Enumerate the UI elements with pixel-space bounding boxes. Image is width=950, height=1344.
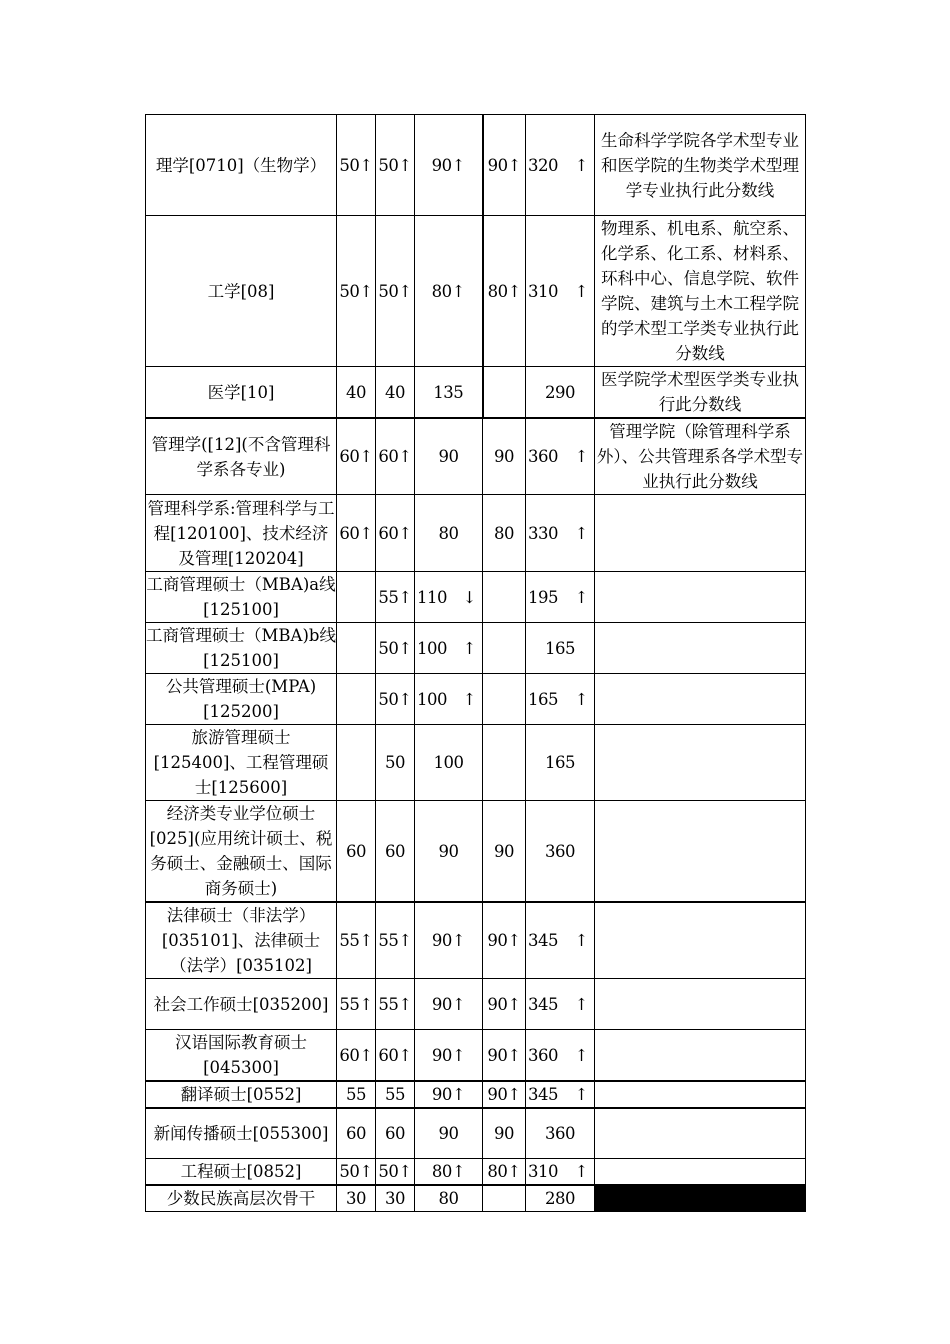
discipline-cell: 少数民族高层次骨干: [146, 1185, 337, 1212]
note-cell: 物理系、机电系、航空系、化学系、化工系、材料系、环科中心、信息学院、软件学院、建筑与土木工程学院的学术型工学类专业执行此分数线: [595, 216, 806, 367]
note-cell: 生命科学学院各学术型专业和医学院的生物类学术型理学专业执行此分数线: [595, 115, 806, 216]
score-foreign-language: 50: [376, 725, 415, 801]
score-subject-2: 80↑: [483, 216, 526, 367]
score-politics: [337, 623, 376, 674]
up-arrow-icon: ↑: [574, 281, 588, 301]
table-row: [146, 572, 806, 623]
score-subject-1: 90↑: [415, 902, 483, 979]
score-total: 345 ↑: [526, 979, 595, 1030]
score-subject-2: 90: [483, 1108, 526, 1158]
up-arrow-icon: ↑: [574, 994, 588, 1014]
table-row: [146, 902, 806, 979]
note-cell: [595, 1108, 806, 1158]
score-politics: 60↑: [337, 1030, 376, 1082]
score-total: 310 ↑: [526, 216, 595, 367]
score-total: 280: [526, 1185, 595, 1212]
table-row: [146, 1185, 806, 1212]
score-foreign-language: 50↑: [376, 216, 415, 367]
discipline-cell: 新闻传播硕士[055300]: [146, 1108, 337, 1158]
score-subject-1: 90↑: [415, 1030, 483, 1082]
score-subject-2: 90↑: [483, 115, 526, 216]
score-subject-2: [483, 572, 526, 623]
discipline-cell: 经济类专业学位硕士[025](应用统计硕士、税务硕士、金融硕士、国际商务硕士): [146, 801, 337, 903]
score-foreign-language: 50↑: [376, 674, 415, 725]
note-cell: [595, 623, 806, 674]
score-politics: 55: [337, 1081, 376, 1108]
score-foreign-language: 50↑: [376, 115, 415, 216]
score-subject-1: 80: [415, 1185, 483, 1212]
discipline-cell: 工学[08]: [146, 216, 337, 367]
score-subject-1: 90↑: [415, 1081, 483, 1108]
discipline-cell: 汉语国际教育硕士[045300]: [146, 1030, 337, 1082]
score-total: 320 ↑: [526, 115, 595, 216]
table-row: [146, 367, 806, 419]
score-politics: 50↑: [337, 115, 376, 216]
score-total: 165: [526, 623, 595, 674]
discipline-cell: 工商管理硕士（MBA)a线[125100]: [146, 572, 337, 623]
score-subject-2: 80: [483, 495, 526, 572]
score-foreign-language: 30: [376, 1185, 415, 1212]
score-total: 360: [526, 801, 595, 903]
note-cell: [595, 902, 806, 979]
score-subject-2: 90↑: [483, 902, 526, 979]
score-total: 165: [526, 725, 595, 801]
score-subject-1: 90↑: [415, 979, 483, 1030]
table-row: [146, 979, 806, 1030]
score-foreign-language: 60↑: [376, 495, 415, 572]
discipline-cell: 医学[10]: [146, 367, 337, 419]
score-foreign-language: 50↑: [376, 1158, 415, 1185]
score-total: 290: [526, 367, 595, 419]
discipline-cell: 理学[0710]（生物学）: [146, 115, 337, 216]
up-arrow-icon: ↑: [574, 447, 588, 466]
discipline-cell: 公共管理硕士(MPA)[125200]: [146, 674, 337, 725]
discipline-cell: 管理科学系:管理科学与工程[120100]、技术经济及管理[120204]: [146, 495, 337, 572]
score-politics: [337, 572, 376, 623]
up-arrow-icon: ↑: [574, 1085, 588, 1104]
score-subject-1: 100: [415, 725, 483, 801]
up-arrow-icon: ↑: [574, 1161, 588, 1181]
score-total: 310 ↑: [526, 1158, 595, 1185]
score-total: 330 ↑: [526, 495, 595, 572]
discipline-cell: 旅游管理硕士[125400]、工程管理硕士[125600]: [146, 725, 337, 801]
score-subject-1: 90↑: [415, 115, 483, 216]
table-row: [146, 418, 806, 495]
score-subject-1: 80↑: [415, 216, 483, 367]
up-arrow-icon: ↑: [462, 689, 476, 709]
discipline-cell: 工程硕士[0852]: [146, 1158, 337, 1185]
score-foreign-language: 55↑: [376, 572, 415, 623]
score-subject-1: 90: [415, 801, 483, 903]
up-arrow-icon: ↑: [574, 931, 588, 950]
discipline-cell: 工商管理硕士（MBA)b线[125100]: [146, 623, 337, 674]
up-arrow-icon: ↑: [574, 587, 588, 607]
score-subject-1: 80: [415, 495, 483, 572]
discipline-cell: 法律硕士（非法学）[035101]、法律硕士（法学）[035102]: [146, 902, 337, 979]
score-politics: 30: [337, 1185, 376, 1212]
score-foreign-language: 55↑: [376, 979, 415, 1030]
score-subject-2: [483, 725, 526, 801]
score-total: 360 ↑: [526, 1030, 595, 1082]
score-foreign-language: 55: [376, 1081, 415, 1108]
score-subject-2: 90↑: [483, 1081, 526, 1108]
table-row: [146, 1030, 806, 1082]
discipline-cell: 翻译硕士[0552]: [146, 1081, 337, 1108]
score-subject-2: [483, 1185, 526, 1212]
note-cell: [595, 1081, 806, 1108]
score-politics: 60↑: [337, 495, 376, 572]
note-cell: [595, 495, 806, 572]
score-foreign-language: 40: [376, 367, 415, 419]
score-foreign-language: 60↑: [376, 418, 415, 495]
score-subject-2: 90↑: [483, 1030, 526, 1082]
score-politics: 40: [337, 367, 376, 419]
score-politics: 60: [337, 1108, 376, 1158]
score-subject-2: 90: [483, 418, 526, 495]
note-cell: [595, 801, 806, 903]
note-cell: 管理学院（除管理科学系外）、公共管理系各学术型专业执行此分数线: [595, 418, 806, 495]
score-table: [145, 114, 806, 1212]
note-cell: [595, 1030, 806, 1082]
score-politics: 55↑: [337, 979, 376, 1030]
discipline-cell: 管理学([12](不含管理科学系各专业): [146, 418, 337, 495]
score-subject-2: [483, 674, 526, 725]
score-total: 165 ↑: [526, 674, 595, 725]
note-cell: [595, 979, 806, 1030]
score-total: 360 ↑: [526, 418, 595, 495]
score-politics: [337, 674, 376, 725]
discipline-cell: 社会工作硕士[035200]: [146, 979, 337, 1030]
score-politics: 50↑: [337, 1158, 376, 1185]
table-row: [146, 115, 806, 216]
up-arrow-icon: ↑: [462, 638, 476, 658]
score-subject-2: 90↑: [483, 979, 526, 1030]
score-subject-2: [483, 623, 526, 674]
score-subject-1: 110 ↓: [415, 572, 483, 623]
redacted-cell: [595, 1185, 806, 1212]
score-politics: 60: [337, 801, 376, 903]
table-row: [146, 725, 806, 801]
table-row: [146, 801, 806, 903]
table-row: [146, 674, 806, 725]
table-row: [146, 623, 806, 674]
score-foreign-language: 60: [376, 801, 415, 903]
score-politics: [337, 725, 376, 801]
score-total: 195 ↑: [526, 572, 595, 623]
score-subject-1: 100 ↑: [415, 623, 483, 674]
table-row: [146, 1081, 806, 1108]
note-cell: [595, 674, 806, 725]
score-foreign-language: 50↑: [376, 623, 415, 674]
note-cell: 医学院学术型医学类专业执行此分数线: [595, 367, 806, 419]
note-cell: [595, 725, 806, 801]
table-row: [146, 495, 806, 572]
note-cell: [595, 572, 806, 623]
table-row: [146, 1108, 806, 1158]
score-subject-2: 80↑: [483, 1158, 526, 1185]
score-subject-1: 90: [415, 1108, 483, 1158]
score-subject-2: 90: [483, 801, 526, 903]
up-arrow-icon: ↑: [574, 155, 588, 175]
table-row: [146, 1158, 806, 1185]
up-arrow-icon: ↑: [574, 1045, 588, 1065]
score-subject-1: 100 ↑: [415, 674, 483, 725]
score-foreign-language: 60↑: [376, 1030, 415, 1082]
up-arrow-icon: ↑: [574, 689, 588, 709]
score-subject-1: 90: [415, 418, 483, 495]
score-total: 345 ↑: [526, 1081, 595, 1108]
score-politics: 55↑: [337, 902, 376, 979]
note-cell: [595, 1158, 806, 1185]
score-foreign-language: 60: [376, 1108, 415, 1158]
score-politics: 50↑: [337, 216, 376, 367]
table-row: [146, 216, 806, 367]
score-subject-1: 80↑: [415, 1158, 483, 1185]
score-total: 360: [526, 1108, 595, 1158]
score-politics: 60↑: [337, 418, 376, 495]
up-arrow-icon: ↑: [574, 523, 588, 543]
score-total: 345 ↑: [526, 902, 595, 979]
down-arrow-icon: ↓: [462, 587, 476, 607]
score-foreign-language: 55↑: [376, 902, 415, 979]
score-subject-1: 135: [415, 367, 483, 419]
score-subject-2: [483, 367, 526, 419]
